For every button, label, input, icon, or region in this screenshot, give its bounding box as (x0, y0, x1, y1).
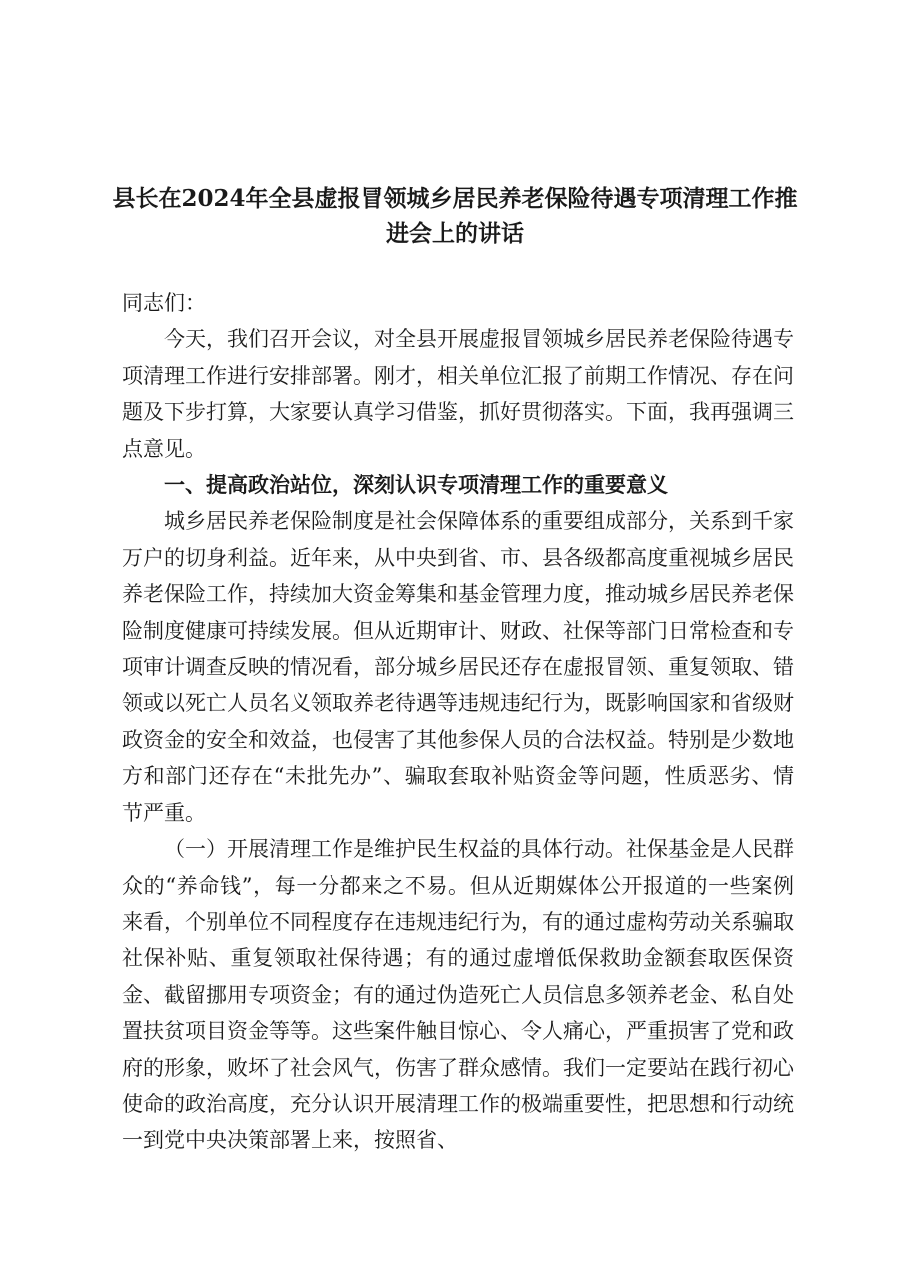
section-heading-1: 一、提高政治站位，深刻认识专项清理工作的重要意义 (164, 473, 668, 498)
salutation: 同志们： (122, 291, 206, 315)
intro-paragraph: 今天，我们召开会议，对全县开展虚报冒领城乡居民养老保险待遇专项清理工作进行安排部署。刚才，相关单位汇报了前期工作情况、存在问题及下步打算，大家要认真学习借鉴，抓好贯彻落实。下面，我再强调三点意见。 (122, 327, 794, 461)
document-body (122, 285, 794, 1159)
section-1-paragraph: 城乡居民养老保险制度是社会保障体系的重要组成部分，关系到千家万户的切身利益。近年来，从中央到省、市、县各级都高度重视城乡居民养老保险工作，持续加大资金筹集和基金管理力度，推动城乡居民养老保险制度健康可持续发展。但从近期审计、财政、社保等部门日常检查和专项审计调查反映的情况看，部分城乡居民还存在虚报冒领、重复领取、错领或以死亡人员名义领取养老待遇等违规违纪行为，既影响国家和省级财政资金的安全和效益，也侵害了其他参保人员的合法权益。特别是少数地方和部门还存在“未批先办”、骗取套取补贴资金等问题，性质恶劣、情节严重。 (122, 509, 794, 825)
document-title: 县长在2024年全县虚报冒领城乡居民养老保险待遇专项清理工作推进会上的讲话 (112, 185, 798, 247)
subsection-1-paragraph: （一）开展清理工作是维护民生权益的具体行动。社保基金是人民群众的“养命钱”，每一分都来之不易。但从近期媒体公开报道的一些案例来看，个别单位不同程度存在违规违纪行为，有的通过虚构劳动关系骗取社保补贴、重复领取社保待遇；有的通过虚增低保救助金额套取医保资金、截留挪用专项资金；有的通过伪造死亡人员信息多领养老金、私自处置扶贫项目资金等等。这些案件触目惊心、令人痛心，严重损害了党和政府的形象，败坏了社会风气，伤害了群众感情。我们一定要站在践行初心使命的政治高度，充分认识开展清理工作的极端重要性，把思想和行动统一到党中央决策部署上来，按照省、 (122, 837, 794, 1153)
